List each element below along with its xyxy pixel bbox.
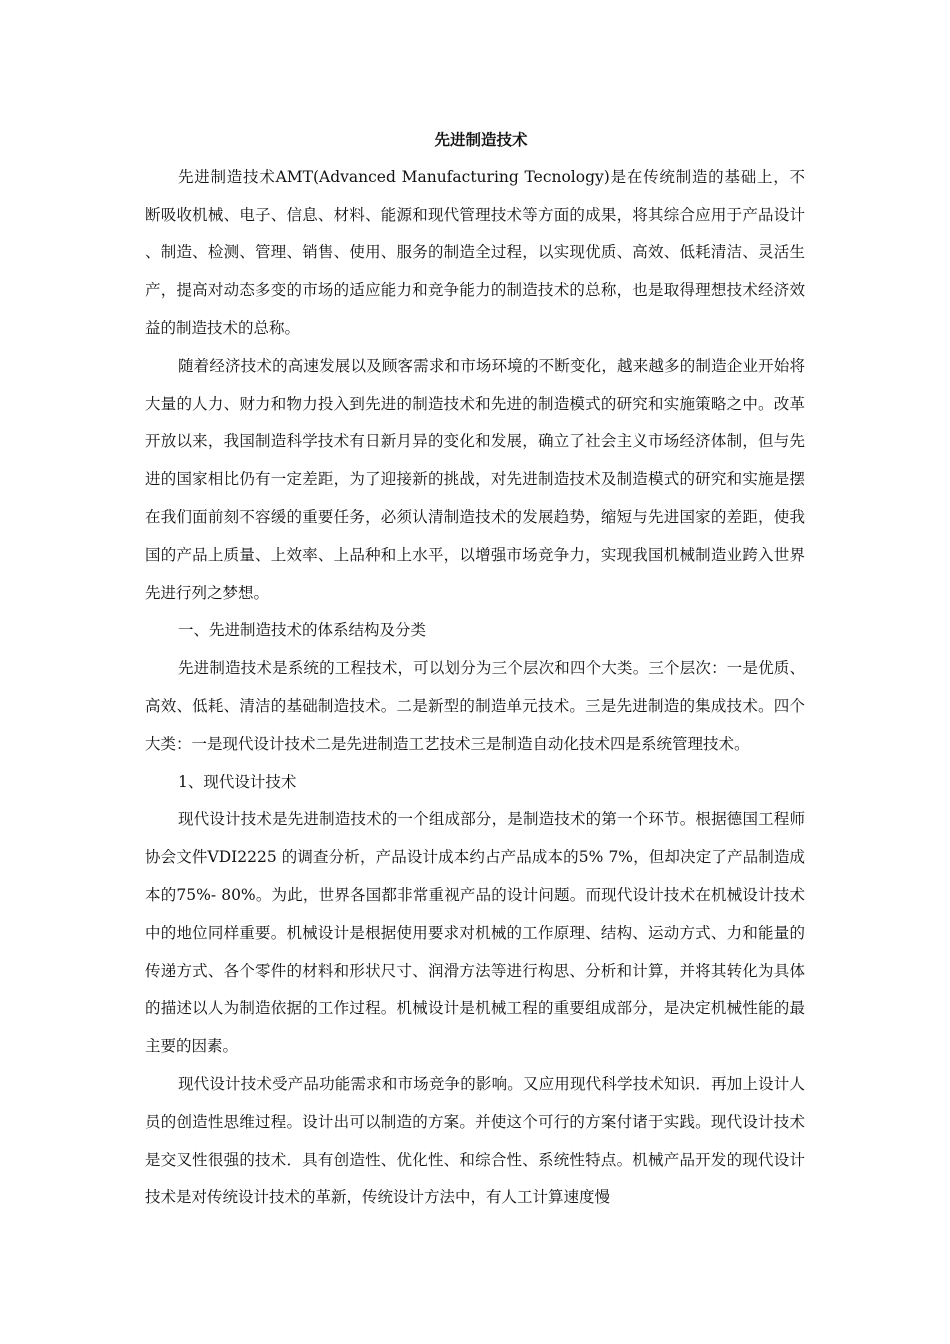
paragraph-development: 随着经济技术的高速发展以及顾客需求和市场环境的不断变化，越来越多的制造企业开始将大量的人力、财力和物力投入到先进的制造技术和先进的制造模式的研究和实施策略之中。改革开放以来，我国制造科学技术有日新月异的变化和发展，确立了社会主义市场经济体制，但与先进的国家相比仍有一定差距，为了迎接新的挑战，对先进制造技术及制造模式的研究和实施是摆在我们面前刻不容缓的重要任务，必须认清制造技术的发展趋势，缩短与先进国家的差距，使我国的产品上质量、上效率、上品种和上水平，以增强市场竞争力，实现我国机械制造业跨入世界先进行列之梦想。 (145, 356, 805, 602)
section-heading-modern-design: 1、现代设计技术 (178, 772, 297, 791)
paragraph-design-influence: 现代设计技术受产品功能需求和市场竞争的影响。又应用现代科学技术知识．再加上设计人员的创造性思维过程。设计出可以制造的方案。并使这个可行的方案付诸于实践。现代设计技术是交叉性很强的技术．具有创造性、优化性、和综合性、系统性特点。机械产品开发的现代设计技术是对传统设计技术的革新，传统设计方法中，有人工计算速度慢 (145, 1074, 805, 1207)
document-title: 先进制造技术 (434, 130, 528, 149)
paragraph-modern-design: 现代设计技术是先进制造技术的一个组成部分，是制造技术的第一个环节。根据德国工程师协会文件VDI2225 的调查分析，产品设计成本约占产品成本的5% 7%，但却决定了产品制造成本的75%- 80%。为此，世界各国都非常重视产品的设计问题。而现代设计技术在机械设计技术中的地位同样重要。机械设计是根据使用要求对机械的工作原理、结构、运动方式、力和能量的传递方式、各个零件的材料和形状尺寸、润滑方法等进行构思、分析和计算，并将其转化为具体的描述以人为制造依据的工作过程。机械设计是机械工程的重要组成部分，是决定机械性能的最主要的因素。 (145, 810, 805, 1056)
paragraph-intro: 先进制造技术AMT(Advanced Manufacturing Tecnology)是在传统制造的基础上，不断吸收机械、电子、信息、材料、能源和现代管理技术等方面的成果，将其综合应用于产品设计、制造、检测、管理、销售、使用、服务的制造全过程，以实现优质、高效、低耗清洁、灵活生产，提高对动态多变的市场的适应能力和竞争能力的制造技术的总称，也是取得理想技术经济效益的制造技术的总称。 (145, 167, 805, 337)
paragraph-classification: 先进制造技术是系统的工程技术，可以划分为三个层次和四个大类。三个层次：一是优质、高效、低耗、清洁的基础制造技术。二是新型的制造单元技术。三是先进制造的集成技术。四个大类：一是现代设计技术二是先进制造工艺技术三是制造自动化技术四是系统管理技术。 (145, 659, 805, 753)
document-body (145, 121, 805, 1217)
section-heading-structure: 一、先进制造技术的体系结构及分类 (178, 621, 427, 640)
